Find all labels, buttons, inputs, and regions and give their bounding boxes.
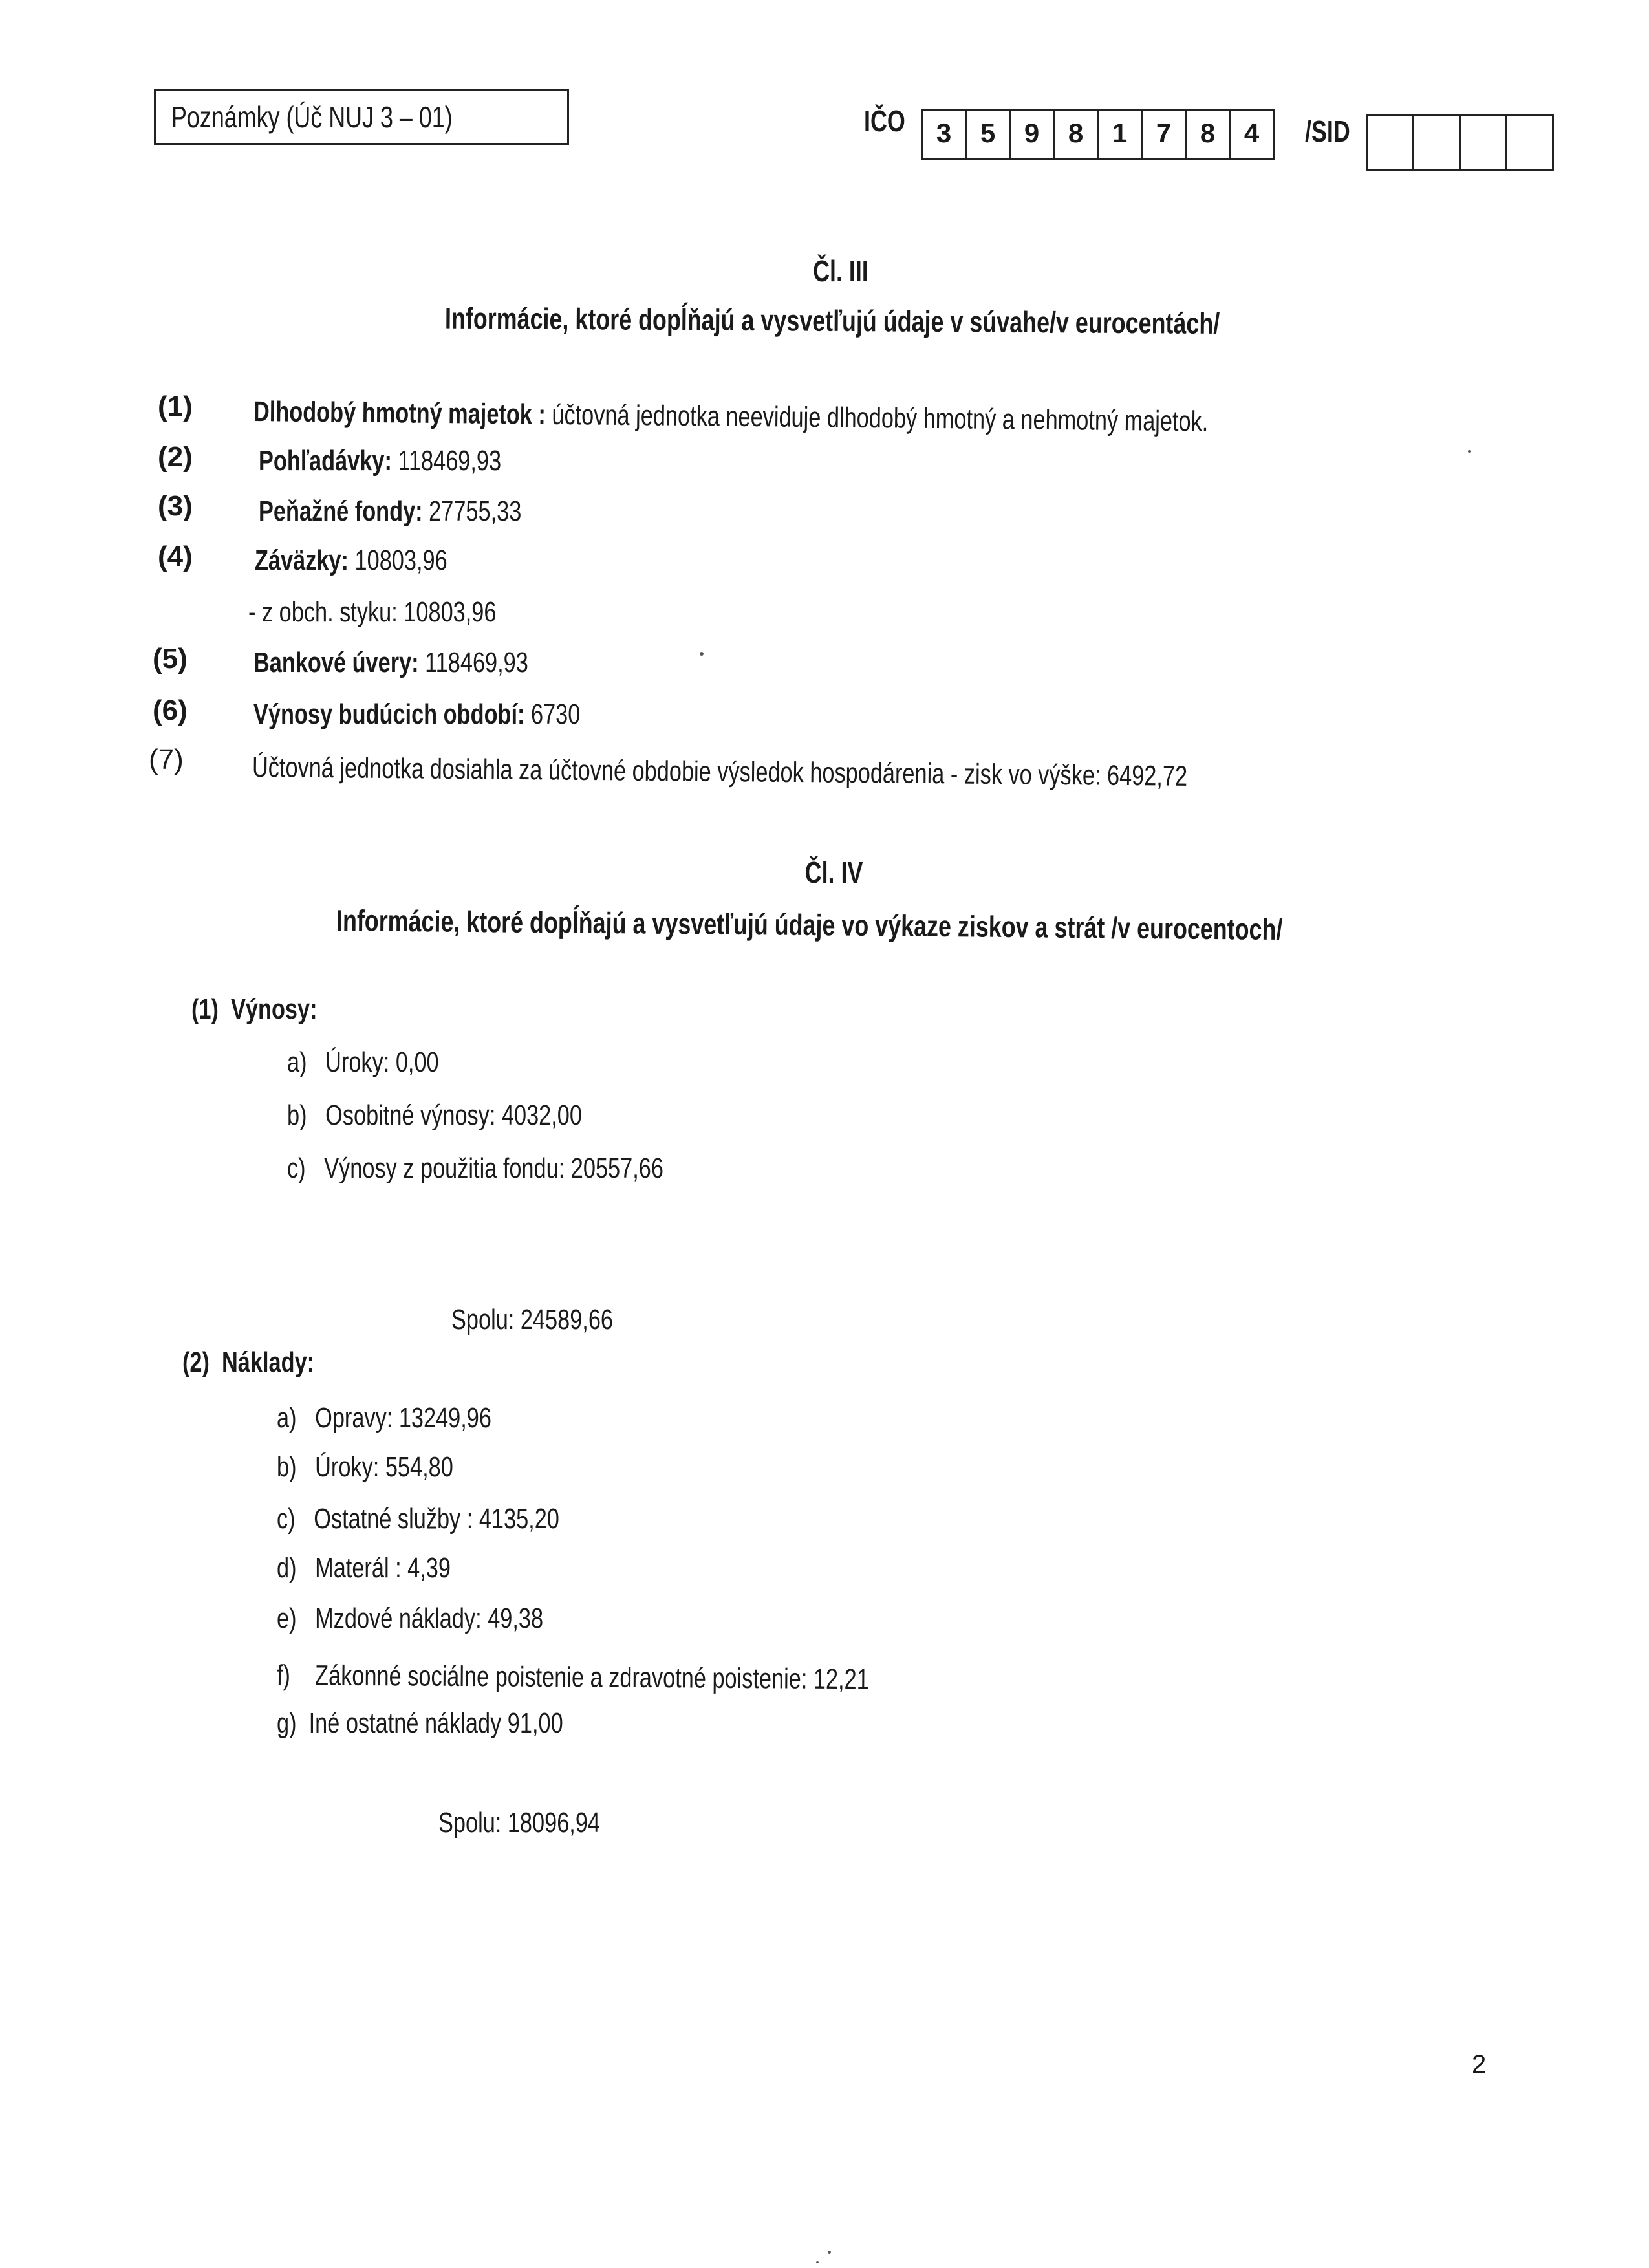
ico-number-cells xyxy=(921,109,1275,160)
section4-title: Čl. IV xyxy=(805,856,863,889)
cost-item: b) Úroky: 554,80 xyxy=(277,1451,453,1483)
revenue-item: c) Výnosy z použitia fondu: 20557,66 xyxy=(287,1152,663,1184)
sid-cell xyxy=(1461,116,1507,169)
sid-number-cells xyxy=(1366,114,1554,171)
ico-digit: 8 xyxy=(1055,111,1099,158)
costs-total: Spolu: 18096,94 xyxy=(438,1807,601,1839)
ico-digit: 4 xyxy=(1231,111,1275,158)
ico-digit: 5 xyxy=(967,111,1011,158)
page-number: 2 xyxy=(1472,2050,1487,2079)
cost-item: c) Ostatné služby : 4135,20 xyxy=(277,1503,559,1535)
ico-digit: 9 xyxy=(1011,111,1055,158)
sid-cell xyxy=(1507,116,1554,169)
notes-box-label: Poznámky (Úč NUJ 3 – 01) xyxy=(171,100,453,134)
item-receivables: Pohľadávky: 118469,93 xyxy=(259,445,502,477)
scan-speck xyxy=(816,2261,819,2263)
item-deferred-revenue: Výnosy budúcich období: 6730 xyxy=(253,698,581,730)
ico-digit: 1 xyxy=(1099,111,1143,158)
cost-item: e) Mzdové náklady: 49,38 xyxy=(277,1603,544,1634)
cost-item: f) Zákonné sociálne poistenie a zdravotné poistenie: 12,21 xyxy=(276,1659,869,1696)
section3-subtitle: Informácie, ktoré dopĺňajú a vysvetľujú údaje v súvahe/v eurocentách/ xyxy=(444,301,1220,341)
item-cash-funds: Peňažné fondy: 27755,33 xyxy=(259,495,522,527)
costs-heading: (2) Náklady: xyxy=(182,1346,315,1378)
sid-cell xyxy=(1368,116,1414,169)
scan-speck xyxy=(828,2251,831,2254)
ico-digit: 3 xyxy=(923,111,967,158)
item-trade-liabilities: - z obch. styku: 10803,96 xyxy=(248,596,497,628)
item-number: (5) xyxy=(153,643,188,675)
item-number: (2) xyxy=(158,441,193,473)
scan-speck xyxy=(1468,450,1471,453)
cost-item: g) Iné ostatné náklady 91,00 xyxy=(277,1707,563,1739)
item-number: (7) xyxy=(149,744,184,775)
sid-label: /SID xyxy=(1305,114,1350,148)
item-profit-result: Účtovná jednotka dosiahla za účtovné obdobie výsledok hospodárenia - zisk vo výške: 6492,72 xyxy=(252,751,1188,792)
item-liabilities: Záväzky: 10803,96 xyxy=(255,545,447,576)
ico-label: IČO xyxy=(864,104,905,138)
ico-digit: 7 xyxy=(1143,111,1187,158)
notes-box xyxy=(154,89,569,145)
item-number: (6) xyxy=(153,695,188,726)
sid-cell xyxy=(1414,116,1461,169)
item-long-term-assets: Dlhodobý hmotný majetok : účtovná jednotka neeviduje dlhodobý hmotný a nehmotný majetok. xyxy=(253,396,1209,438)
revenues-heading: (1) Výnosy: xyxy=(191,993,318,1025)
cost-item: a) Opravy: 13249,96 xyxy=(277,1402,491,1434)
item-number: (4) xyxy=(158,541,193,572)
item-number: (3) xyxy=(158,490,193,522)
item-bank-loans: Bankové úvery: 118469,93 xyxy=(253,647,528,678)
revenues-total: Spolu: 24589,66 xyxy=(451,1304,614,1335)
revenue-item: a) Úroky: 0,00 xyxy=(287,1046,439,1078)
ico-digit: 8 xyxy=(1187,111,1231,158)
section3-title: Čl. III xyxy=(813,254,868,288)
cost-item: d) Materál : 4,39 xyxy=(277,1552,451,1584)
section4-subtitle: Informácie, ktoré dopĺňajú a vysvetľujú údaje vo výkaze ziskov a strát /v eurocentoch/ xyxy=(336,903,1283,947)
revenue-item: b) Osobitné výnosy: 4032,00 xyxy=(287,1099,582,1131)
scan-speck xyxy=(700,652,704,656)
item-number: (1) xyxy=(158,391,193,422)
